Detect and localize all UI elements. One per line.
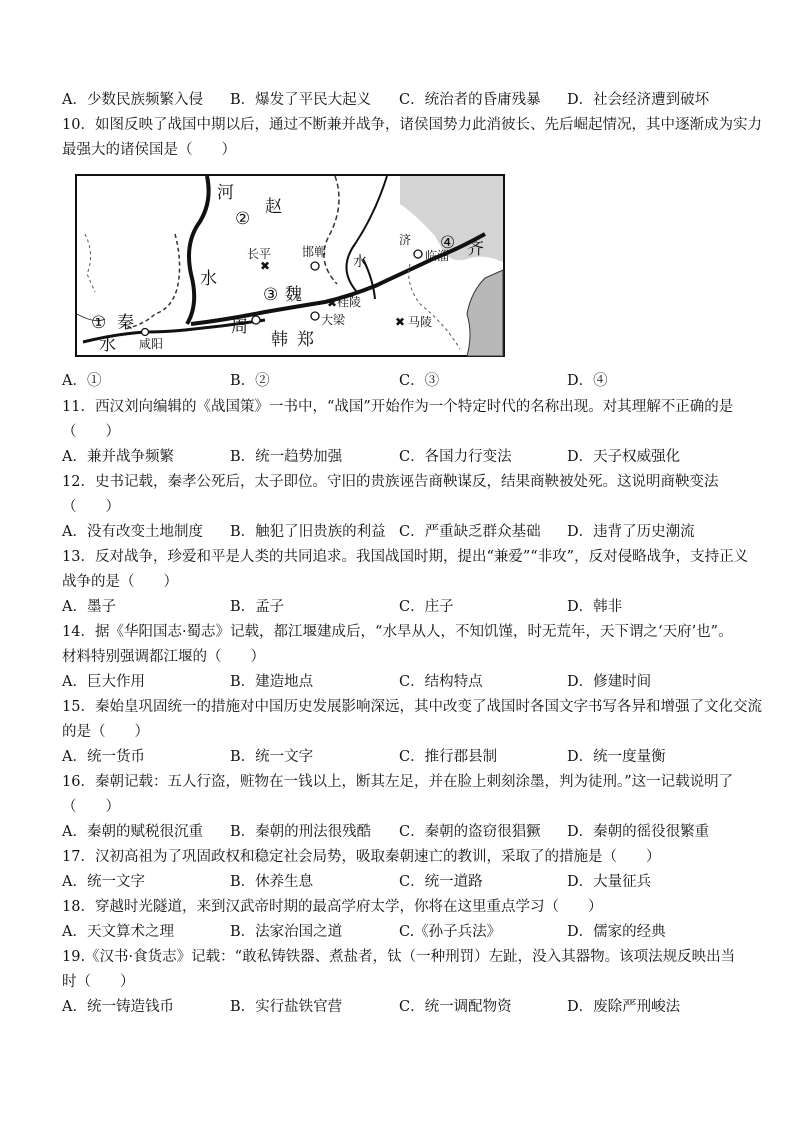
q9-option-b[interactable]: B．爆发了平民大起义 [230, 92, 372, 108]
q14-option-c[interactable]: C．结构特点 [399, 674, 483, 690]
q18-options [62, 920, 742, 945]
q14-option-a[interactable]: A．巨大作用 [62, 674, 145, 690]
q10-stem-line-2: 最强大的诸侯国是（ ） [62, 142, 236, 158]
q14-stem-line-2: 材料特别强调都江堰的（ ） [62, 649, 265, 665]
q12-option-b[interactable]: B．触犯了旧贵族的利益 [230, 524, 386, 540]
q17-options [62, 870, 742, 895]
q11-option-a[interactable]: A．兼并战争频繁 [62, 449, 174, 465]
city-marker-zhou [252, 316, 260, 324]
q16-stem-line-1: 16．秦朝记载：五人行盗，赃物在一钱以上，断其左足，并在脸上刺刻涂墨，判为徒刑。”这一记载说明了 [62, 774, 734, 790]
map-label-han: 韩 [271, 330, 288, 350]
q19-stem-line-2: 时（ ） [62, 974, 135, 990]
q18-option-c[interactable]: C.《孙子兵法》 [399, 924, 502, 940]
map-label-shui-center: 水 [353, 254, 367, 270]
q19-option-b[interactable]: B．实行盐铁官营 [230, 999, 343, 1015]
map-label-linzi: 临淄 [425, 249, 450, 263]
q15-option-b[interactable]: B．统一文字 [230, 749, 314, 765]
q11-option-d[interactable]: D．天子权威强化 [567, 449, 681, 465]
q17-stem: 17．汉初高祖为了巩固政权和稳定社会局势，吸取秦朝速亡的教训，采取了的措施是（ ） [62, 849, 661, 865]
q14-stem-line-1: 14．据《华阳国志·蜀志》记载，都江堰建成后，“水旱从人，不知饥馑，时无荒年，天下谓之‘天府’也”。 [62, 624, 733, 640]
map-label-shui-bottom: 水 [99, 335, 116, 355]
map-label-n3: ③ [263, 285, 279, 305]
q15-option-d[interactable]: D．统一度量衡 [567, 749, 666, 765]
q13-stem-line-1: 13．反对战争，珍爱和平是人类的共同追求。我国战国时期，提出“兼爱”“非攻”，反对侵略战争，支持正义 [62, 549, 749, 565]
q10-option-a[interactable]: A．① [62, 373, 102, 389]
map-label-guiling: 桂陵 [337, 295, 362, 309]
q16-option-b[interactable]: B．秦朝的刑法很残酷 [230, 824, 372, 840]
q11-stem-line-1: 11．西汉刘向编辑的《战国策》一书中，“战国”开始作为一个特定时代的名称出现。对其理解不正确的是 [62, 399, 734, 415]
city-marker-xianyang [142, 329, 149, 336]
q16-stem-line-2: （ ） [62, 799, 120, 815]
map-label-he: 河 [217, 183, 234, 203]
q11-option-c[interactable]: C．各国力行变法 [399, 449, 512, 465]
map-label-n1: ① [91, 313, 107, 333]
map-label-qi: 齐 [467, 239, 484, 259]
q13-options [62, 595, 742, 620]
q11-option-b[interactable]: B．统一趋势加强 [230, 449, 343, 465]
q18-stem: 18．穿越时光隧道，来到汉武帝时期的最高学府太学，你将在这里重点学习（ ） [62, 899, 603, 915]
q15-stem-line-2: 的是（ ） [62, 724, 149, 740]
q10-stem-line-1: 10．如图反映了战国中期以后，通过不断兼并战争，诸侯国势力此消彼长、先后崛起情况，其中逐渐成为实力 [62, 117, 762, 133]
q13-option-a[interactable]: A．墨子 [62, 599, 116, 615]
q19-option-d[interactable]: D．废除严刑峻法 [567, 999, 681, 1015]
map-label-wei: 魏 [285, 285, 302, 305]
q12-options [62, 520, 742, 545]
q16-option-a[interactable]: A．秦朝的赋税很沉重 [62, 824, 203, 840]
q19-option-a[interactable]: A．统一铸造钱币 [62, 999, 174, 1015]
q15-option-c[interactable]: C．推行郡县制 [399, 749, 498, 765]
q9-option-c[interactable]: C．统治者的昏庸残暴 [399, 92, 541, 108]
q13-option-c[interactable]: C．庄子 [399, 599, 454, 615]
map-label-zhou: 周 [231, 317, 248, 337]
q14-option-d[interactable]: D．修建时间 [567, 674, 652, 690]
q18-option-b[interactable]: B．法家治国之道 [230, 924, 343, 940]
q13-stem-line-2: 战争的是（ ） [62, 574, 178, 590]
q11-options [62, 445, 742, 470]
q15-options [62, 745, 742, 770]
map-label-maling: 马陵 [408, 315, 433, 329]
map-label-zheng: 郑 [297, 330, 314, 350]
q17-option-b[interactable]: B．休养生息 [230, 874, 314, 890]
q14-option-b[interactable]: B．建造地点 [230, 674, 314, 690]
city-marker-linzi [414, 250, 422, 258]
q12-stem-line-1: 12．史书记载，秦孝公死后，太子即位。守旧的贵族诬告商鞅谋反，结果商鞅被处死。这说明商鞅变法 [62, 474, 719, 490]
battle-mark-guiling: ✖ [327, 296, 338, 310]
battle-mark-changping: ✖ [260, 259, 271, 273]
map-label-xianyang: 咸阳 [139, 337, 164, 351]
q16-option-d[interactable]: D．秦朝的徭役很繁重 [567, 824, 710, 840]
q16-options [62, 820, 742, 845]
map-label-zhao: 赵 [265, 197, 282, 217]
warring-states-map [75, 174, 505, 357]
q13-option-b[interactable]: B．孟子 [230, 599, 285, 615]
q17-option-a[interactable]: A．统一文字 [62, 874, 145, 890]
q9-options [62, 88, 742, 113]
map-label-handan: 邯郸 [302, 245, 327, 259]
q9-option-d[interactable]: D．社会经济遭到破坏 [567, 92, 710, 108]
q19-option-c[interactable]: C．统一调配物资 [399, 999, 512, 1015]
q16-option-c[interactable]: C．秦朝的盗窃很猖獗 [399, 824, 541, 840]
q9-option-a[interactable]: A．少数民族频繁入侵 [62, 92, 203, 108]
city-marker-daliang [311, 312, 319, 320]
battle-mark-maling: ✖ [395, 315, 406, 329]
q17-option-c[interactable]: C．统一道路 [399, 874, 483, 890]
q10-option-c[interactable]: C．③ [399, 373, 440, 389]
map-label-ji: 济 [399, 233, 412, 247]
q19-options [62, 995, 742, 1020]
map-label-n4: ④ [440, 233, 456, 253]
q17-option-d[interactable]: D．大量征兵 [567, 874, 652, 890]
q18-option-d[interactable]: D．儒家的经典 [567, 924, 666, 940]
q15-stem-line-1: 15．秦始皇巩固统一的措施对中国历史发展影响深远，其中改变了战国时各国文字书写各异和增强了文化交流 [62, 699, 762, 715]
q10-option-d[interactable]: D．④ [567, 373, 608, 389]
q18-option-a[interactable]: A．天文算术之理 [62, 924, 174, 940]
map-label-shui-west: 水 [200, 269, 217, 289]
q12-stem-line-2: （ ） [62, 499, 120, 515]
q10-option-b[interactable]: B．② [230, 373, 270, 389]
q13-option-d[interactable]: D．韩非 [567, 599, 623, 615]
q11-stem-line-2: （ ） [62, 424, 120, 440]
map-label-n2: ② [235, 209, 251, 229]
city-marker-handan [311, 262, 319, 270]
q10-options [62, 369, 742, 394]
q14-options [62, 670, 742, 695]
q12-option-d[interactable]: D．违背了历史潮流 [567, 524, 695, 540]
map-label-changping: 长平 [247, 247, 272, 261]
q19-stem-line-1: 19.《汉书·食货志》记载：“敢私铸铁器、煮盐者，钛（一种刑罚）左趾，没入其器物。该项法规反映出当 [62, 949, 736, 965]
q12-option-a[interactable]: A．没有改变土地制度 [62, 524, 203, 540]
map-label-qin: 秦 [117, 313, 134, 333]
q12-option-c[interactable]: C．严重缺乏群众基础 [399, 524, 541, 540]
map-label-daliang: 大梁 [321, 313, 346, 327]
q15-option-a[interactable]: A．统一货币 [62, 749, 145, 765]
